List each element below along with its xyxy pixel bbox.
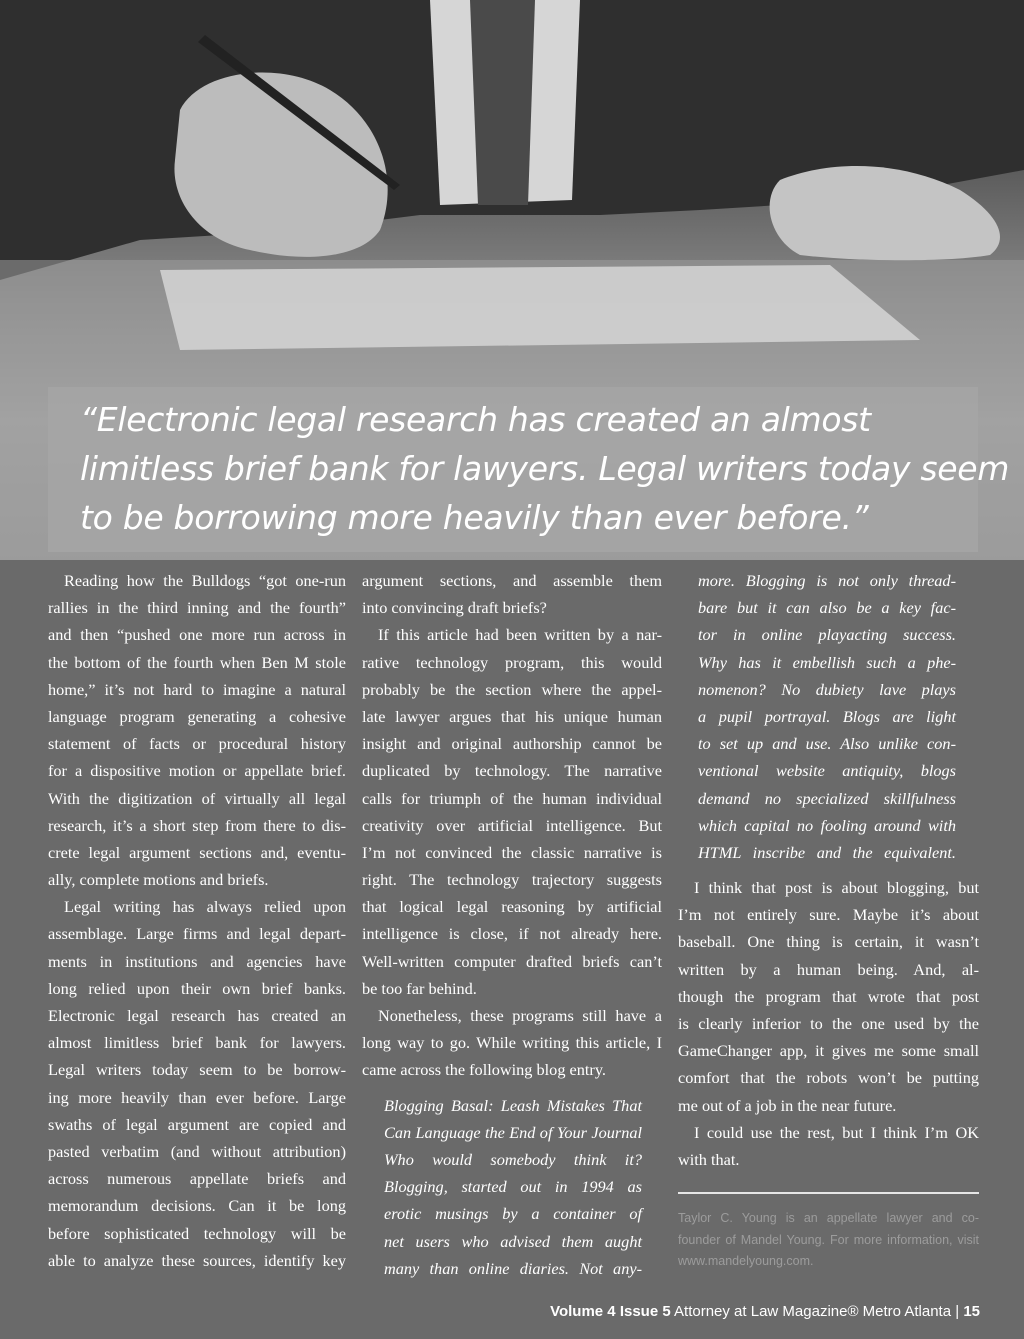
body-line: before sophisticated technology will be	[48, 1223, 346, 1243]
bio-line: founder of Mandel Young. For more information, visit	[678, 1232, 979, 1247]
body-line: argument sections, and assemble them	[362, 571, 662, 590]
pull-quote	[48, 387, 1010, 552]
body-line: Electronic legal research has created an	[48, 1006, 346, 1025]
body-line: assemblage. Large firms and legal depart-	[48, 924, 346, 944]
blog-line: demand no specialized skillfulness	[698, 788, 956, 808]
body-line: home,” it’s not hard to imagine a natural	[48, 679, 346, 699]
body-line: almost limitless brief bank for lawyers.	[48, 1033, 346, 1053]
blog-line: bare but it can also be a key fac-	[698, 598, 956, 618]
body-line: I’m not convinced the classic narrative is	[362, 842, 662, 862]
body-line: the bottom of the fourth when Ben M stole	[48, 652, 346, 672]
body-line: swaths of legal argument are copied and	[48, 1114, 346, 1134]
bio-divider	[678, 1192, 979, 1194]
body-line: be too far behind.	[362, 978, 477, 998]
body-line: I’m not entirely sure. Maybe it’s about	[678, 905, 979, 925]
body-line: I could use the rest, but I think I’m OK	[694, 1122, 979, 1142]
pull-quote-line: “Electronic legal research has created an almost	[80, 400, 871, 439]
article-column-3	[678, 567, 979, 1173]
body-line: language program generating a cohesive	[48, 706, 346, 726]
body-line: though the program that wrote that post	[678, 986, 979, 1006]
body-line: across numerous appellate briefs and	[48, 1169, 346, 1189]
blog-line: many than online diaries. Not any-	[384, 1258, 642, 1278]
body-line: Legal writing has always relied upon	[64, 897, 346, 917]
body-line: right. The technology trajectory suggests	[362, 870, 662, 890]
body-line: ally, complete motions and briefs.	[48, 870, 269, 890]
blog-line: Why has it embellish such a phe-	[698, 652, 956, 672]
body-line: research, it’s a short step from there to dis-	[48, 815, 346, 835]
body-line: creativity over artificial intelligence. But	[362, 815, 662, 835]
page-number: 15	[963, 1303, 980, 1320]
author-website-link[interactable]: www.mandelyoung.com.	[678, 1254, 814, 1268]
page-footer	[550, 1303, 980, 1320]
blog-line: Can Language the End of Your Journal	[384, 1122, 642, 1142]
body-line: Well-written computer drafted briefs can’t	[362, 951, 662, 971]
body-line: probably be the section where the appel-	[362, 679, 662, 699]
body-line: With the digitization of virtually all legal	[48, 788, 346, 808]
body-line: GameChanger app, it gives me some small	[678, 1041, 979, 1061]
body-line: Legal writers today seem to be borrow-	[48, 1060, 346, 1080]
article-column-2	[362, 567, 662, 1282]
body-line: pasted verbatim (and without attribution)	[48, 1141, 346, 1161]
body-line: long relied upon their own brief banks.	[48, 978, 346, 998]
body-line: insight and original authorship cannot be	[362, 734, 662, 754]
blog-line: Blogging Basal: Leash Mistakes That	[384, 1095, 642, 1115]
body-line: able to analyze these sources, identify key	[48, 1250, 346, 1270]
article-column-1	[48, 567, 346, 1274]
blog-excerpt	[362, 1092, 662, 1282]
body-line: intelligence is close, if not already here.	[362, 924, 662, 944]
issue-label: Volume 4 Issue 5	[550, 1303, 671, 1320]
body-line: late lawyer argues that his unique human	[362, 706, 662, 726]
body-line: calls for triumph of the human individual	[362, 788, 662, 808]
body-line: I think that post is about blogging, but	[694, 878, 979, 898]
blog-line: to set up and use. Also unlike con-	[698, 734, 956, 754]
blog-line: Blogging, started out in 1994 as	[384, 1177, 642, 1197]
body-line: into convincing draft briefs?	[362, 598, 547, 618]
blog-line: net users who advised them aught	[384, 1231, 642, 1251]
bio-line: Taylor C. Young is an appellate lawyer and co-	[678, 1211, 979, 1225]
body-line: is clearly inferior to the one used by the	[678, 1014, 979, 1033]
body-line: Nonetheless, these programs still have a	[378, 1006, 662, 1025]
body-line: written by a human being. And, al-	[678, 959, 979, 979]
body-line: long way to go. While writing this article, I	[362, 1033, 662, 1053]
blog-line: which capital no fooling around with	[698, 815, 956, 835]
blog-line: tor in online playacting success.	[698, 625, 956, 645]
body-line: duplicated by technology. The narrative	[362, 761, 662, 781]
body-line: ing more heavily than ever before. Large	[48, 1087, 346, 1107]
body-line: If this article had been written by a nar-	[378, 625, 662, 645]
body-line: memorandum decisions. Can it be long	[48, 1196, 346, 1216]
magazine-name: Attorney at Law Magazine® Metro Atlanta	[674, 1303, 952, 1320]
pull-quote-line: to be borrowing more heavily than ever before.”	[80, 498, 869, 537]
body-line: comfort that the robots won’t be putting	[678, 1068, 979, 1088]
body-line: with that.	[678, 1149, 740, 1169]
blog-line: ventional website antiquity, blogs	[698, 761, 956, 781]
footer-separator: |	[955, 1303, 960, 1320]
blog-line: nomenon? No dubiety lave plays	[698, 679, 956, 699]
blog-line: erotic musings by a container of	[384, 1204, 642, 1224]
blog-excerpt-continued	[678, 567, 979, 866]
pull-quote-line: limitless brief bank for lawyers. Legal writers today seem	[80, 449, 1010, 488]
body-line: for a dispositive motion or appellate brief.	[48, 761, 346, 781]
blog-line: HTML inscribe and the equivalent.	[698, 842, 956, 862]
body-line: me out of a job in the near future.	[678, 1095, 897, 1115]
body-line: rative technology program, this would	[362, 652, 662, 672]
body-line: and then “pushed one more run across in	[48, 625, 346, 645]
body-line: statement of facts or procedural history	[48, 734, 346, 754]
blog-line: more. Blogging is not only thread-	[698, 571, 956, 590]
body-line: crete legal argument sections and, eventu-	[48, 842, 346, 862]
body-line: came across the following blog entry.	[362, 1060, 606, 1080]
body-line: that logical legal reasoning by artificial	[362, 897, 662, 917]
blog-line: a pupil portrayal. Blogs are light	[698, 706, 956, 726]
author-bio	[678, 1208, 979, 1273]
body-line: baseball. One thing is certain, it wasn’t	[678, 932, 979, 952]
blog-line: Who would somebody think it?	[384, 1149, 642, 1169]
body-line: Reading how the Bulldogs “got one-run	[64, 571, 346, 590]
body-line: ments in institutions and agencies have	[48, 951, 346, 971]
body-line: rallies in the third inning and the fourth”	[48, 598, 346, 618]
